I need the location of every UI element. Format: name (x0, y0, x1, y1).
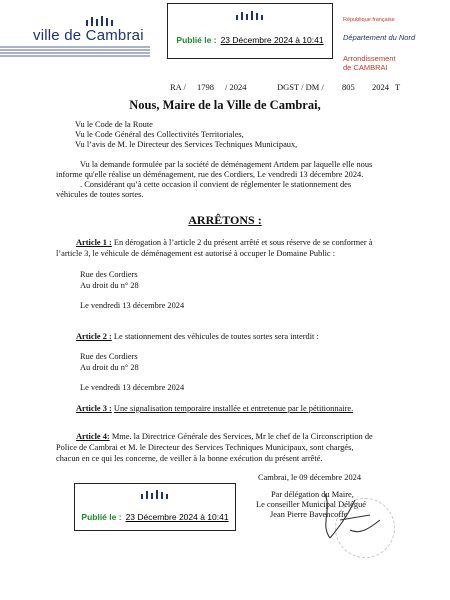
published-stamp-top (167, 3, 333, 59)
logo-text: ville de Cambrai (33, 27, 144, 44)
published-stamp-bottom (74, 483, 236, 531)
stamp-date: 23 Décembre 2024 à 10:41 (220, 35, 324, 45)
stamp-logo-icon (232, 10, 268, 20)
ref-dgst: DGST / DM / (277, 82, 324, 92)
article-4-text: Police de Cambrai et M. le Directeur des Services Techniques Municipaux, sont chargés, (56, 443, 354, 452)
article-1-text: l’article 3, le véhicule de déménagement est autorisé à occuper le Domaine Public : (56, 249, 336, 258)
considerant-line: Vu la demande formulée par la société de déménagement Artdem par laquelle elle nous (80, 160, 373, 169)
article-4-intro: Article 4: Mme. la Directrice Générale des Services, Mr le chef de la Circonscription de (76, 432, 373, 441)
ref-dgst-number: 805 (342, 82, 355, 92)
ref-ra-year: / 2024 (225, 82, 247, 92)
logo-lines (0, 44, 150, 58)
article-1-street: Rue des Cordiers (80, 270, 138, 279)
ref-dgst-suffix: T (395, 82, 401, 92)
considerant-line: . Considérant qu’à cette occasion il convient de réglementer le stationnement des (80, 180, 352, 189)
article-2-date: Le vendredi 13 décembre 2024 (80, 383, 185, 392)
arretons-heading: ARRÊTONS : (188, 213, 262, 227)
ref-ra: RA / (170, 82, 186, 92)
stamp-label: Publié le : (176, 35, 217, 45)
considerant-line: véhicules de toutes sortes. (56, 190, 144, 199)
considerant-line: informe qu'elle réalise un déménagement, rue des Cordiers, Le vendredi 13 décembre 2024. (56, 170, 364, 179)
ref-ra-number: 1798 (197, 82, 214, 92)
departement-label: Département du Nord (343, 33, 416, 42)
vu-line: Vu l’avis de M. le Directeur des Services Techniques Municipaux, (75, 140, 298, 149)
signature-line: Le conseiller Municipal Délégué (256, 500, 366, 509)
signature-place-date: Cambrai, le 09 décembre 2024 (258, 473, 362, 482)
vu-line: Vu le Code Général des Collectivités Territoriales, (75, 130, 244, 139)
page-title: Nous, Maire de la Ville de Cambrai, (129, 98, 321, 112)
article-1-intro: Article 1 : En dérogation à l’article 2 du présent arrêté et sous réserve de se conformer à (76, 238, 373, 247)
arrondissement-label: Arrondissement de CAMBRAI (343, 54, 396, 72)
stamp-logo-icon (137, 489, 173, 499)
article-3-label: Article 3 : (76, 404, 112, 413)
ref-dgst-year: 2024 (372, 82, 389, 92)
article-2-street: Rue des Cordiers (80, 352, 138, 361)
logo-graphic (66, 14, 136, 26)
article-2-location: Au droit du n° 28 (80, 363, 139, 372)
article-4-label: Article 4: (76, 432, 110, 441)
article-4-text: chacun en ce qui les concerne, de veiller à la bonne exécution du présent arrêté. (56, 454, 323, 463)
signature-line: Par délégation du Maire, (271, 490, 354, 499)
handwritten-signature (310, 490, 390, 550)
republique-label: République française (343, 17, 395, 23)
article-1-location: Au droit du n° 28 (80, 281, 139, 290)
stamp-date: 23 Décembre 2024 à 10:41 (125, 512, 229, 522)
vu-line: Vu le Code de la Route (75, 120, 153, 129)
article-2-label: Article 2 : (76, 332, 112, 341)
signature-name: Jean Pierre Bavencoffe (270, 510, 348, 519)
article-1-date: Le vendredi 13 décembre 2024 (80, 301, 185, 310)
article-2-intro: Article 2 : Le stationnement des véhicules de toutes sortes sera interdit : (76, 332, 319, 341)
stamp-label: Publié le : (81, 512, 122, 522)
article-1-label: Article 1 : (76, 238, 112, 247)
article-3: Article 3 : Une signalisation temporaire installée et entretenue par le pétitionnaire. (76, 404, 354, 413)
